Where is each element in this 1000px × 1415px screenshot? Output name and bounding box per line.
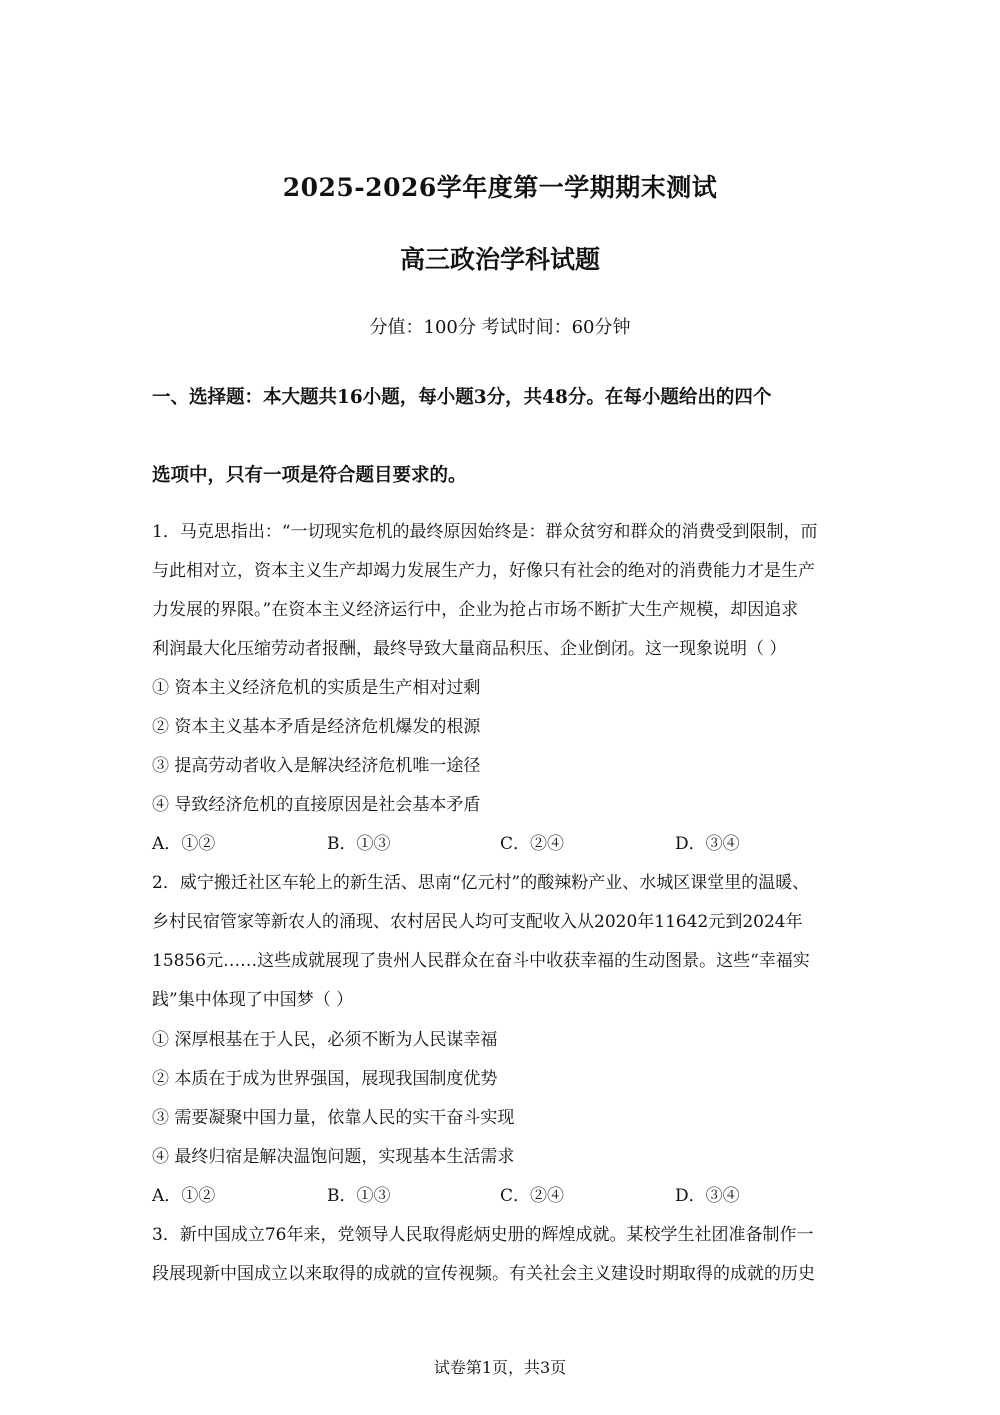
option-b[interactable]: B．①③ (327, 834, 391, 854)
question-1-stem-line: 1．马克思指出：“一切现实危机的最终原因始终是：群众贫穷和群众的消费受到限制，而 (152, 522, 818, 542)
option-a[interactable]: A．①② (152, 1186, 216, 1206)
question-1-item: ④ 导致经济危机的直接原因是社会基本矛盾 (152, 795, 481, 815)
option-c[interactable]: C．②④ (500, 834, 565, 854)
question-2-item: ③ 需要凝聚中国力量，依靠人民的实干奋斗实现 (152, 1108, 515, 1128)
question-2-stem-line: 践”集中体现了中国梦（ ） (152, 990, 354, 1010)
section-heading-line-2: 选项中，只有一项是符合题目要求的。 (152, 465, 467, 486)
question-1-stem-line: 力发展的界限。”在资本主义经济运行中，企业为抢占市场不断扩大生产规模，却因追求 (152, 600, 799, 620)
question-1-item: ② 资本主义基本矛盾是经济危机爆发的根源 (152, 717, 481, 737)
question-3-stem-line: 段展现新中国成立以来取得的成就的宣传视频。有关社会主义建设时期取得的成就的历史 (152, 1264, 815, 1284)
exam-subtitle: 高三政治学科试题 (399, 245, 600, 274)
question-2-stem-line: 乡村民宿管家等新农人的涌现、农村居民人均可支配收入从2020年11642元到2024年 (152, 912, 803, 932)
question-1-stem-line: 利润最大化压缩劳动者报酬，最终导致大量商品积压、企业倒闭。这一现象说明（ ） (152, 639, 787, 659)
exam-meta: 分值：100分 考试时间：60分钟 (369, 317, 631, 338)
option-a[interactable]: A．①② (152, 834, 216, 854)
option-b[interactable]: B．①③ (327, 1186, 391, 1206)
section-heading-line-1: 一、选择题：本大题共16小题，每小题3分，共48分。在每小题给出的四个 (152, 387, 772, 408)
question-1-stem-line: 与此相对立，资本主义生产却竭力发展生产力，好像只有社会的绝对的消费能力才是生产 (152, 561, 815, 581)
question-2-stem-line: 15856元……这些成就展现了贵州人民群众在奋斗中收获幸福的生动图景。这些“幸福实 (152, 951, 810, 971)
option-d[interactable]: D．③④ (675, 834, 740, 854)
question-2-item: ① 深厚根基在于人民，必须不断为人民谋幸福 (152, 1030, 498, 1050)
question-2-stem-line: 2．威宁搬迁社区车轮上的新生活、思南“亿元村”的酸辣粉产业、水城区课堂里的温暖、 (152, 873, 810, 893)
question-3-stem-line: 3．新中国成立76年来，党领导人民取得彪炳史册的辉煌成就。某校学生社团准备制作一 (152, 1225, 814, 1245)
question-1-item: ① 资本主义经济危机的实质是生产相对过剩 (152, 678, 481, 698)
option-c[interactable]: C．②④ (500, 1186, 565, 1206)
page-footer: 试卷第1页，共3页 (433, 1358, 567, 1377)
question-2-item: ④ 最终归宿是解决温饱问题，实现基本生活需求 (152, 1147, 515, 1167)
question-2-item: ② 本质在于成为世界强国，展现我国制度优势 (152, 1069, 498, 1089)
exam-title: 2025-2026学年度第一学期期末测试 (282, 173, 718, 202)
question-1-item: ③ 提高劳动者收入是解决经济危机唯一途径 (152, 756, 481, 776)
option-d[interactable]: D．③④ (675, 1186, 740, 1206)
